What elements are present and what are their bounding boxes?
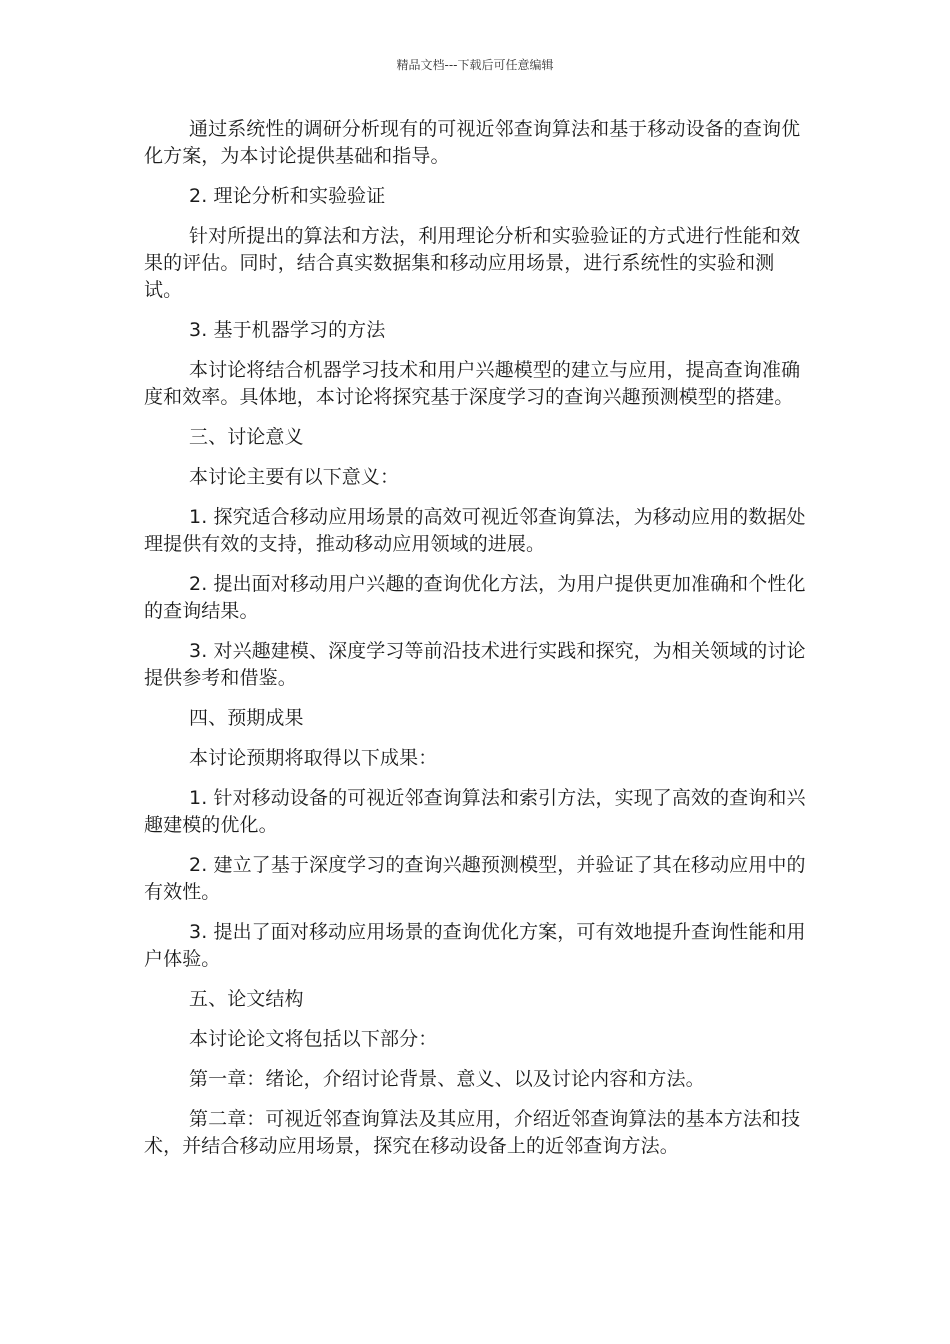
section-heading: 三、讨论意义 [189,426,304,448]
list-item: 3. 提出了面对移动应用场景的查询优化方案，可有效地提升查询性能和用户体验。 [144,921,806,970]
paragraph: 针对所提出的算法和方法，利用理论分析和实验验证的方式进行性能和效果的评估。同时，结合真实数据集和移动应用场景，进行系统性的实验和测试。 [144,225,801,301]
paragraph: 本讨论主要有以下意义： [189,466,400,488]
section-heading: 3. 基于机器学习的方法 [189,319,386,341]
section-heading: 2. 理论分析和实验验证 [189,185,386,207]
page-header: 精品文档---下载后可任意编辑 [396,58,554,72]
paragraph: 第一章：绪论，介绍讨论背景、意义、以及讨论内容和方法。 [189,1068,705,1090]
paragraph: 通过系统性的调研分析现有的可视近邻查询算法和基于移动设备的查询优化方案，为本讨论提供基础和指导。 [144,118,801,167]
section-heading: 四、预期成果 [189,707,304,729]
document-body [144,116,808,1173]
paragraph: 本讨论将结合机器学习技术和用户兴趣模型的建立与应用，提高查询准确度和效率。具体地，本讨论将探究基于深度学习的查询兴趣预测模型的搭建。 [144,359,801,408]
list-item: 1. 针对移动设备的可视近邻查询算法和索引方法，实现了高效的查询和兴趣建模的优化。 [144,787,806,836]
list-item: 3. 对兴趣建模、深度学习等前沿技术进行实践和探究，为相关领域的讨论提供参考和借鉴。 [144,640,806,689]
paragraph: 本讨论论文将包括以下部分： [189,1028,438,1050]
paragraph: 本讨论预期将取得以下成果： [189,747,438,769]
list-item: 1. 探究适合移动应用场景的高效可视近邻查询算法，为移动应用的数据处理提供有效的支持，推动移动应用领域的进展。 [144,506,806,555]
list-item: 2. 提出面对移动用户兴趣的查询优化方法，为用户提供更加准确和个性化的查询结果。 [144,573,806,622]
list-item: 2. 建立了基于深度学习的查询兴趣预测模型，并验证了其在移动应用中的有效性。 [144,854,806,903]
paragraph: 第二章：可视近邻查询算法及其应用，介绍近邻查询算法的基本方法和技术，并结合移动应用场景，探究在移动设备上的近邻查询方法。 [144,1108,801,1157]
section-heading: 五、论文结构 [189,988,304,1010]
